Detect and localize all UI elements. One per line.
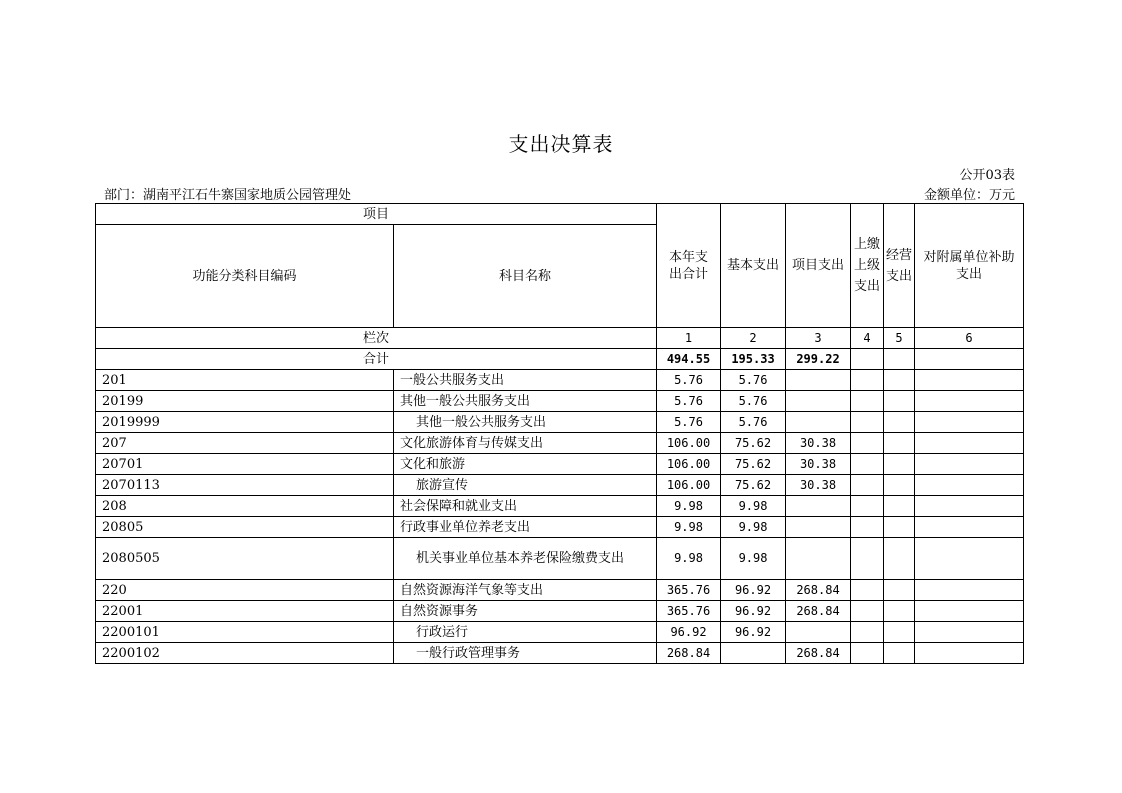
row-value: 268.84 [786,601,851,622]
empty-cell [915,517,1024,538]
empty-cell [915,643,1024,664]
empty-cell [915,475,1024,496]
row-code: 20805 [96,517,394,538]
empty-cell [851,412,884,433]
empty-cell [851,643,884,664]
report-title: 支出决算表 [508,132,614,156]
empty-cell [851,622,884,643]
row-number-label: 栏次 [96,328,657,349]
table-row [96,601,1024,622]
table-row [96,580,1024,601]
empty-cell [915,601,1024,622]
empty-cell [884,517,915,538]
empty-cell [851,349,884,370]
table-row [96,643,1024,664]
empty-cell [884,391,915,412]
empty-cell [915,391,1024,412]
row-name: 社会保障和就业支出 [394,496,657,517]
total-label: 合计 [96,349,657,370]
row-code: 207 [96,433,394,454]
empty-cell [884,622,915,643]
empty-cell [884,370,915,391]
department-label: 部门：湖南平江石牛寨国家地质公园管理处 [104,188,352,203]
empty-cell [851,391,884,412]
empty-cell [851,517,884,538]
total-row [96,349,1024,370]
row-code: 22001 [96,601,394,622]
empty-cell [884,643,915,664]
header-item: 项目 [96,204,657,225]
row-value: 268.84 [657,643,721,664]
row-name: 行政事业单位养老支出 [394,517,657,538]
row-name: 自然资源海洋气象等支出 [394,580,657,601]
row-code: 2080505 [96,538,394,580]
row-value: 9.98 [721,538,786,580]
row-value: 9.98 [721,517,786,538]
empty-cell [884,454,915,475]
row-name: 自然资源事务 [394,601,657,622]
row-value: 5.76 [657,391,721,412]
row-code: 220 [96,580,394,601]
row-value: 106.00 [657,475,721,496]
empty-cell [915,433,1024,454]
row-value: 9.98 [657,496,721,517]
row-value: 365.76 [657,601,721,622]
row-value: 5.76 [657,412,721,433]
row-value [786,517,851,538]
col-number: 5 [884,328,915,349]
row-name: 一般公共服务支出 [394,370,657,391]
table-row [96,496,1024,517]
header-total-expenditure: 本年支出合计 [657,204,721,328]
row-code: 20199 [96,391,394,412]
col-number: 4 [851,328,884,349]
col-number: 1 [657,328,721,349]
row-code: 20701 [96,454,394,475]
row-value: 30.38 [786,475,851,496]
row-value [786,370,851,391]
col-number: 2 [721,328,786,349]
table-row [96,370,1024,391]
row-value: 75.62 [721,433,786,454]
empty-cell [851,601,884,622]
empty-cell [851,370,884,391]
table-row [96,454,1024,475]
row-value: 268.84 [786,580,851,601]
empty-cell [851,433,884,454]
row-name: 旅游宣传 [394,475,657,496]
empty-cell [915,349,1024,370]
row-code: 201 [96,370,394,391]
header-code: 功能分类科目编码 [96,225,394,328]
row-value: 96.92 [721,622,786,643]
row-value: 5.76 [657,370,721,391]
row-value: 9.98 [657,538,721,580]
amount-unit-label: 金额单位：万元 [923,188,1015,203]
table-row [96,391,1024,412]
row-value: 5.76 [721,412,786,433]
row-value: 106.00 [657,433,721,454]
empty-cell [915,412,1024,433]
row-value: 268.84 [786,643,851,664]
expenditure-table [95,203,1024,664]
empty-cell [884,412,915,433]
row-name: 行政运行 [394,622,657,643]
row-value: 30.38 [786,433,851,454]
table-row [96,475,1024,496]
row-value: 30.38 [786,454,851,475]
empty-cell [851,538,884,580]
col-number: 6 [915,328,1024,349]
row-code: 2200101 [96,622,394,643]
empty-cell [884,475,915,496]
row-name: 一般行政管理事务 [394,643,657,664]
header-basic-expenditure: 基本支出 [721,204,786,328]
row-name: 其他一般公共服务支出 [394,391,657,412]
empty-cell [915,454,1024,475]
row-name: 文化旅游体育与传媒支出 [394,433,657,454]
header-project-expenditure: 项目支出 [786,204,851,328]
empty-cell [915,538,1024,580]
row-code: 2070113 [96,475,394,496]
empty-cell [851,580,884,601]
empty-cell [851,454,884,475]
form-number: 公开03表 [959,168,1015,183]
table-row [96,538,1024,580]
row-value [721,643,786,664]
row-value: 75.62 [721,475,786,496]
table-row [96,433,1024,454]
row-name: 机关事业单位基本养老保险缴费支出 [394,538,657,580]
header-subsidiary-subsidy: 对附属单位补助支出 [915,204,1024,328]
header-operating-expenditure: 经营支出 [884,204,915,328]
row-code: 2200102 [96,643,394,664]
row-code: 208 [96,496,394,517]
row-value: 365.76 [657,580,721,601]
header-name: 科目名称 [394,225,657,328]
row-value [786,622,851,643]
total-value: 195.33 [721,349,786,370]
row-value: 5.76 [721,370,786,391]
row-value [786,538,851,580]
row-value [786,412,851,433]
row-value: 106.00 [657,454,721,475]
row-code: 2019999 [96,412,394,433]
empty-cell [884,433,915,454]
empty-cell [915,370,1024,391]
row-name: 文化和旅游 [394,454,657,475]
row-value: 96.92 [721,580,786,601]
empty-cell [884,580,915,601]
empty-cell [884,601,915,622]
empty-cell [915,496,1024,517]
empty-cell [884,496,915,517]
col-number: 3 [786,328,851,349]
row-value [786,496,851,517]
row-value: 75.62 [721,454,786,475]
empty-cell [915,580,1024,601]
table-row [96,412,1024,433]
row-value: 5.76 [721,391,786,412]
row-value: 96.92 [721,601,786,622]
empty-cell [851,496,884,517]
row-name: 其他一般公共服务支出 [394,412,657,433]
row-value: 9.98 [657,517,721,538]
header-remit-superior: 上缴上级支出 [851,204,884,328]
empty-cell [851,475,884,496]
total-value: 494.55 [657,349,721,370]
table-row [96,622,1024,643]
row-value: 96.92 [657,622,721,643]
table-row [96,517,1024,538]
empty-cell [884,349,915,370]
total-value: 299.22 [786,349,851,370]
row-value: 9.98 [721,496,786,517]
empty-cell [915,622,1024,643]
empty-cell [884,538,915,580]
row-value [786,391,851,412]
